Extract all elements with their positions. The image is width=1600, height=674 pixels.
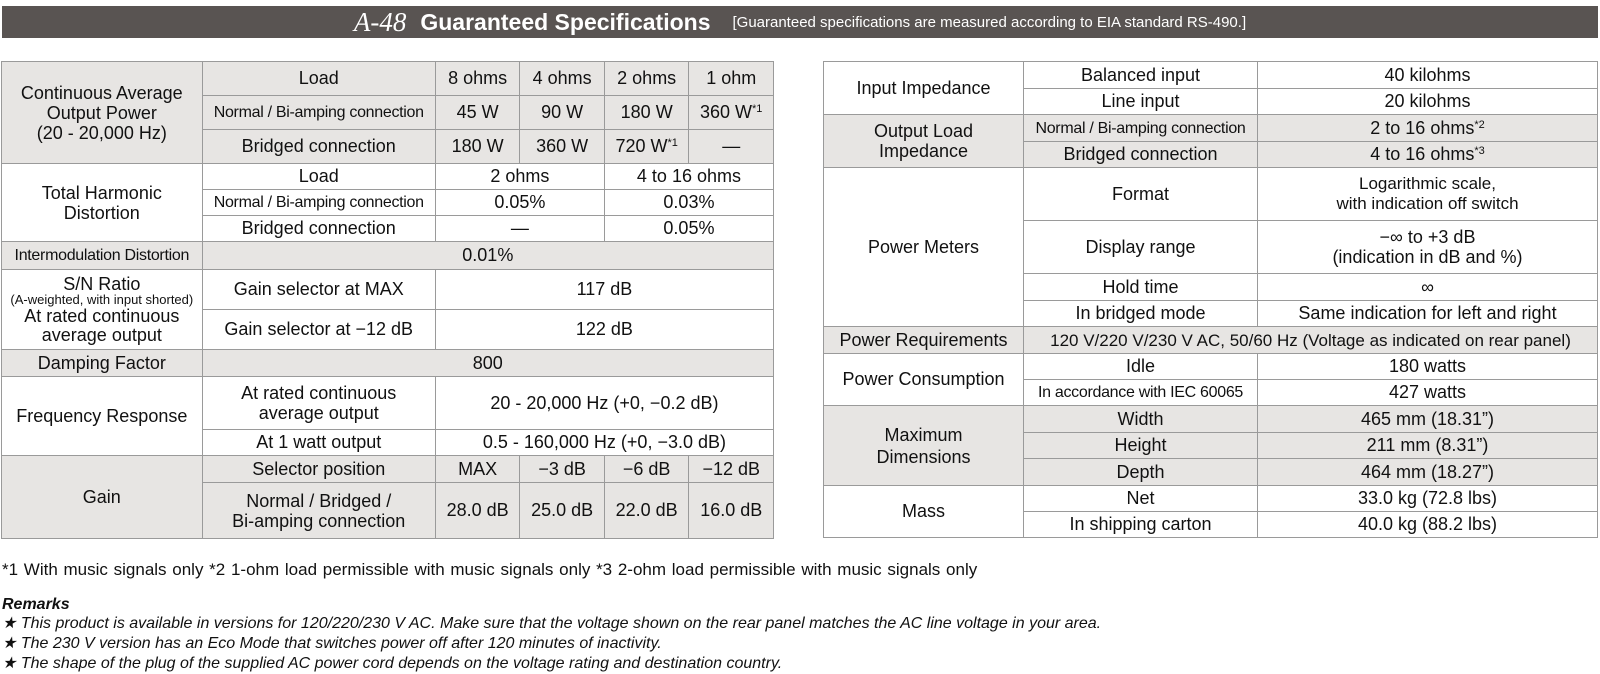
meters-range-label: Display range	[1024, 221, 1258, 274]
cap-normal-2: 180 W	[604, 96, 689, 130]
gain-sel-m12: −12 dB	[689, 456, 774, 483]
freq-watt-label: At 1 watt output	[202, 430, 435, 456]
gain-label: Gain	[2, 456, 203, 539]
remarks	[2, 596, 1101, 674]
thd-normal-label: Normal / Bi-amping connection	[202, 190, 435, 216]
meters-hold-label: Hold time	[1024, 274, 1258, 301]
gain-sel-m3: −3 dB	[520, 456, 605, 483]
mass-net-label: Net	[1024, 486, 1258, 512]
gain-val-m3: 25.0 dB	[520, 483, 605, 539]
cap-1ohm-header: 1 ohm	[689, 62, 774, 96]
header-note: [Guaranteed specifications are measured according to EIA standard RS-490.]	[732, 13, 1247, 31]
power-req-value: 120 V/220 V/230 V AC, 50/60 Hz (Voltage as indicated on rear panel)	[1024, 327, 1598, 354]
cap-load-header: Load	[202, 62, 435, 96]
cap-normal-8: 45 W	[435, 96, 520, 130]
meters-hold-value: ∞	[1258, 274, 1598, 301]
consumption-idle-value: 180 watts	[1258, 354, 1598, 380]
footnotes: *1 With music signals only *2 1-ohm load permissible with music signals only *3 2-ohm load permissible with music signals only	[2, 560, 978, 579]
damping-value: 800	[202, 350, 773, 377]
dim-width-value: 465 mm (18.31”)	[1258, 406, 1598, 433]
freq-rated-label: At rated continuous average output	[202, 377, 435, 430]
remark-item: ★ This product is available in versions for 120/220/230 V AC. Make sure that the voltage shown on the rear panel matches the AC line voltage in your area.	[2, 615, 1102, 632]
cap-bridged-1: —	[689, 130, 774, 164]
line-input-label: Line input	[1024, 89, 1258, 115]
dim-height-label: Height	[1024, 433, 1258, 459]
line-input-value: 20 kilohms	[1258, 89, 1598, 115]
header-banner	[2, 6, 1598, 38]
outload-normal-label: Normal / Bi-amping connection	[1024, 115, 1258, 142]
star-icon: ★	[2, 655, 17, 672]
footnote-mark: *1	[752, 103, 763, 115]
thd-2ohm-header: 2 ohms	[435, 164, 604, 190]
cap-bridged-2: 720 $W^{*1}$	[604, 130, 689, 164]
footnote-mark: *1	[667, 137, 678, 149]
cap-4ohm-header: 4 ohms	[520, 62, 605, 96]
thd-bridged-label: Bridged connection	[202, 216, 435, 242]
mass-net-value: 33.0 kg (72.8 lbs)	[1258, 486, 1598, 512]
cap-8ohm-header: 8 ohms	[435, 62, 520, 96]
footnote-mark: *3	[1474, 145, 1485, 157]
consumption-iec-label: In accordance with IEC 60065	[1024, 380, 1258, 406]
dim-depth-label: Depth	[1024, 459, 1258, 486]
page-title: Guaranteed Specifications	[420, 8, 711, 35]
dim-depth-value: 464 mm (18.27”)	[1258, 459, 1598, 486]
gain-conn-label: Normal / Bridged / Bi-amping connection	[202, 483, 435, 539]
left-spec-table	[1, 61, 774, 539]
dimensions-label: Maximum Dimensions	[824, 406, 1024, 486]
star-icon: ★	[2, 615, 17, 632]
gain-selector-label: Selector position	[202, 456, 435, 483]
consumption-idle-label: Idle	[1024, 354, 1258, 380]
imd-label: Intermodulation Distortion	[2, 242, 203, 270]
cap-bridged-8: 180 W	[435, 130, 520, 164]
thd-label: Total Harmonic Distortion	[2, 164, 203, 242]
mass-ship-value: 40.0 kg (88.2 lbs)	[1258, 512, 1598, 538]
remark-item: ★ The shape of the plug of the supplied AC power cord depends on the voltage rating and destination country.	[2, 655, 783, 672]
cap-bridged-label: Bridged connection	[202, 130, 435, 164]
gain-val-m6: 22.0 dB	[604, 483, 689, 539]
power-req-label: Power Requirements	[824, 327, 1024, 354]
model-name: A-48	[353, 6, 407, 37]
sn-max-value: 117 dB	[435, 270, 773, 310]
sn-label: S/N Ratio (A-weighted, with input shorted) At rated continuous average output	[2, 270, 203, 350]
dim-height-value: 211 mm (8.31”)	[1258, 433, 1598, 459]
thd-bridged-2: —	[435, 216, 604, 242]
sn-max-label: Gain selector at MAX	[202, 270, 435, 310]
cap-normal-label: Normal / Bi-amping connection	[202, 96, 435, 130]
cap-normal-4: 90 W	[520, 96, 605, 130]
meters-range-value: −∞ to +3 dB (indication in dB and %)	[1258, 221, 1598, 274]
remark-item: ★ The 230 V version has an Eco Mode that switches power off after 120 minutes of inactivity.	[2, 635, 662, 652]
freq-rated-value: 20 - 20,000 Hz (+0, −0.2 dB)	[435, 377, 773, 430]
star-icon: ★	[2, 635, 17, 652]
meters-format-value: Logarithmic scale, with indication off switch	[1258, 168, 1598, 221]
freq-watt-value: 0.5 - 160,000 Hz (+0, −3.0 dB)	[435, 430, 773, 456]
outload-bridged-label: Bridged connection	[1024, 142, 1258, 168]
input-impedance-label: Input Impedance	[824, 62, 1024, 115]
cap-2ohm-header: 2 ohms	[604, 62, 689, 96]
cap-normal-1: 360 $W^{*1}$	[689, 96, 774, 130]
balanced-input-value: 40 kilohms	[1258, 62, 1598, 89]
outload-normal-value: 2 to 16 ohms$^{*2}$	[1258, 115, 1598, 142]
thd-load-header: Load	[202, 164, 435, 190]
thd-normal-4: 0.03%	[604, 190, 773, 216]
cap-bridged-4: 360 W	[520, 130, 605, 164]
power-consumption-label: Power Consumption	[824, 354, 1024, 406]
cap-label: Continuous Average Output Power (20 - 20,000 Hz)	[2, 62, 203, 164]
mass-ship-label: In shipping carton	[1024, 512, 1258, 538]
consumption-iec-value: 427 watts	[1258, 380, 1598, 406]
right-spec-table	[823, 61, 1598, 538]
meters-format-label: Format	[1024, 168, 1258, 221]
output-load-label: Output Load Impedance	[824, 115, 1024, 168]
damping-label: Damping Factor	[2, 350, 203, 377]
gain-val-m12: 16.0 dB	[689, 483, 774, 539]
meters-bridged-value: Same indication for left and right	[1258, 301, 1598, 327]
remarks-heading: Remarks	[2, 596, 70, 613]
thd-4-16ohm-header: 4 to 16 ohms	[604, 164, 773, 190]
footnote-mark: *2	[1474, 118, 1485, 131]
imd-value: 0.01%	[202, 242, 773, 270]
balanced-input-label: Balanced input	[1024, 62, 1258, 89]
sn-m12-label: Gain selector at −12 dB	[202, 310, 435, 350]
thd-bridged-4: 0.05%	[604, 216, 773, 242]
dim-width-label: Width	[1024, 406, 1258, 433]
sn-m12-value: 122 dB	[435, 310, 773, 350]
power-meters-label: Power Meters	[824, 168, 1024, 327]
freq-label: Frequency Response	[2, 377, 203, 456]
outload-bridged-value: 4 to 16 ohms$^{*3}$	[1258, 142, 1598, 168]
gain-val-max: 28.0 dB	[435, 483, 520, 539]
meters-bridged-label: In bridged mode	[1024, 301, 1258, 327]
mass-label: Mass	[824, 486, 1024, 538]
thd-normal-2: 0.05%	[435, 190, 604, 216]
gain-sel-max: MAX	[435, 456, 520, 483]
gain-sel-m6: −6 dB	[604, 456, 689, 483]
